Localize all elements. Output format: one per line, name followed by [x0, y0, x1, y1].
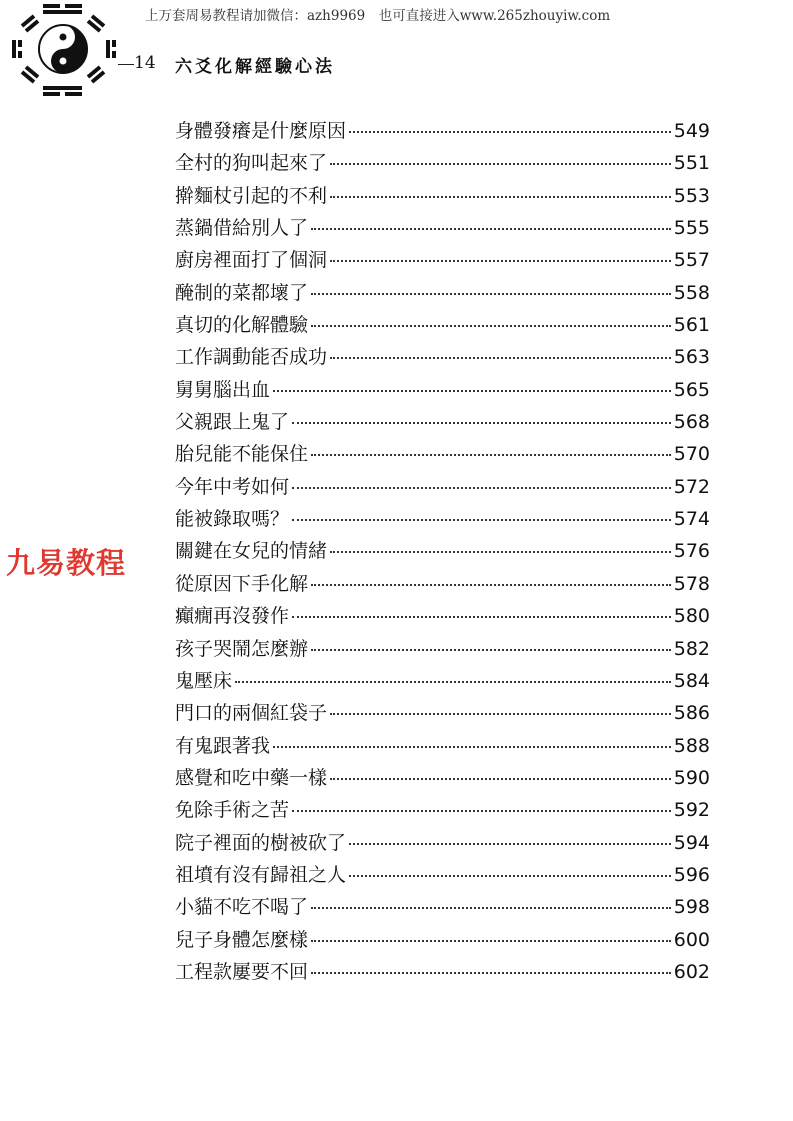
- toc-entry: [175, 957, 710, 989]
- toc-entry-page: 568: [673, 411, 710, 434]
- toc-entry: [175, 116, 710, 148]
- toc-entry-page: 598: [673, 896, 710, 919]
- toc-entry-page: 555: [673, 217, 710, 240]
- toc-entry: [175, 310, 710, 342]
- toc-entry-title: 擀麵杖引起的不利: [175, 184, 328, 207]
- toc-entry-title: 工程款屢要不回: [175, 960, 309, 983]
- toc-entry-title: 工作調動能否成功: [175, 346, 328, 369]
- toc-entry-title: 能被錄取嗎？: [175, 508, 290, 531]
- toc-entry-title: 院子裡面的樹被砍了: [175, 831, 347, 854]
- toc-leader-dots: [330, 712, 671, 715]
- toc-leader-dots: [311, 648, 671, 651]
- toc-entry: [175, 407, 710, 439]
- toc-entry-title: 全村的狗叫起來了: [175, 152, 328, 175]
- toc-entry: [175, 925, 710, 957]
- toc-leader-dots: [273, 745, 671, 748]
- toc-entry-page: 549: [673, 120, 710, 142]
- toc-entry: [175, 569, 710, 601]
- toc-leader-dots: [311, 906, 671, 909]
- book-title: 六爻化解經驗心法: [175, 57, 335, 77]
- toc-entry-title: 門口的兩個紅袋子: [175, 702, 328, 725]
- toc-entry-title: 祖墳有沒有歸祖之人: [175, 863, 347, 886]
- toc-leader-dots: [330, 162, 671, 165]
- toc-leader-dots: [330, 777, 671, 780]
- toc-entry-title: 蒸鍋借給別人了: [175, 217, 309, 240]
- toc-entry: [175, 472, 710, 504]
- toc-entry-title: 廚房裡面打了個洞: [175, 249, 328, 272]
- toc-entry-title: 免除手術之苦: [175, 799, 290, 822]
- toc-entry-page: 596: [673, 863, 710, 886]
- toc-entry: [175, 342, 710, 374]
- toc-entry-page: 557: [673, 249, 710, 272]
- toc-leader-dots: [311, 227, 671, 230]
- toc-leader-dots: [311, 292, 671, 295]
- toc-leader-dots: [292, 518, 671, 521]
- toc-entry-page: 565: [673, 378, 710, 401]
- yin-yang-icon: [39, 25, 87, 73]
- toc-entry-title: 鬼壓床: [175, 669, 233, 692]
- toc-leader-dots: [235, 680, 671, 683]
- bagua-logo: [8, 0, 134, 98]
- toc-leader-dots: [311, 324, 671, 327]
- toc-entry-page: 594: [673, 831, 710, 854]
- header-rule: [118, 64, 134, 65]
- toc-entry-title: 舅舅腦出血: [175, 378, 271, 401]
- toc-entry-title: 從原因下手化解: [175, 572, 309, 595]
- toc-entry-title: 父親跟上鬼了: [175, 411, 290, 434]
- toc-entry-page: 558: [673, 281, 710, 304]
- toc-entry-page: 574: [673, 508, 710, 531]
- toc-leader-dots: [349, 130, 671, 133]
- toc-entry-page: 588: [673, 734, 710, 757]
- toc-entry-page: 570: [673, 443, 710, 466]
- toc-entry-title: 孩子哭鬧怎麼辦: [175, 637, 309, 660]
- toc-entry: [175, 375, 710, 407]
- toc-leader-dots: [292, 809, 671, 812]
- toc-leader-dots: [311, 971, 671, 974]
- toc-leader-dots: [292, 615, 671, 618]
- toc-leader-dots: [349, 842, 671, 845]
- toc-entry-page: 600: [673, 928, 710, 951]
- toc-entry: [175, 536, 710, 568]
- toc-entry-page: 576: [673, 540, 710, 563]
- toc-entry: [175, 504, 710, 536]
- toc-leader-dots: [330, 550, 671, 553]
- toc-leader-dots: [330, 259, 671, 262]
- toc-entry: [175, 181, 710, 213]
- toc-entry-page: 582: [673, 637, 710, 660]
- toc-entry: [175, 278, 710, 310]
- toc-entry: [175, 731, 710, 763]
- toc-entry: [175, 795, 710, 827]
- toc-leader-dots: [330, 356, 671, 359]
- banner-text: 上万套周易教程请加微信：azh9969 也可直接进入www.265zhouyiw.com: [145, 8, 611, 24]
- toc-entry-page: 580: [673, 605, 710, 628]
- toc-entry-title: 癲癇再沒發作: [175, 605, 290, 628]
- watermark-text: 九易教程: [6, 546, 127, 580]
- toc-entry-page: 561: [673, 314, 710, 337]
- toc-entry: [175, 213, 710, 245]
- toc-entry: [175, 763, 710, 795]
- toc-entry: [175, 245, 710, 277]
- toc-entry-page: 553: [673, 184, 710, 207]
- toc-entry: [175, 601, 710, 633]
- toc-leader-dots: [292, 486, 671, 489]
- toc-entry-title: 醃制的菜都壞了: [175, 281, 309, 304]
- toc-entry-title: 關鍵在女兒的情緒: [175, 540, 328, 563]
- toc-leader-dots: [311, 939, 671, 942]
- toc-entry-page: 592: [673, 799, 710, 822]
- toc-entry: [175, 860, 710, 892]
- toc-entry: [175, 828, 710, 860]
- toc-leader-dots: [330, 195, 671, 198]
- toc-entry-page: 563: [673, 346, 710, 369]
- toc-entry: [175, 634, 710, 666]
- toc-entry-title: 有鬼跟著我: [175, 734, 271, 757]
- toc-leader-dots: [311, 453, 671, 456]
- toc-entry-title: 小貓不吃不喝了: [175, 896, 309, 919]
- toc-entry-title: 今年中考如何: [175, 475, 290, 498]
- toc-entry: [175, 892, 710, 924]
- toc-entry-title: 身體發癢是什麼原因: [175, 120, 347, 142]
- toc-leader-dots: [311, 583, 671, 586]
- toc-entry-title: 兒子身體怎麼樣: [175, 928, 309, 951]
- toc-entry-page: 551: [673, 152, 710, 175]
- toc-entry-page: 586: [673, 702, 710, 725]
- toc-leader-dots: [273, 389, 671, 392]
- toc-entry: [175, 439, 710, 471]
- toc-entry-page: 602: [673, 960, 710, 983]
- toc-entry: [175, 698, 710, 730]
- toc-entry-title: 感覺和吃中藥一樣: [175, 766, 328, 789]
- toc-leader-dots: [292, 421, 671, 424]
- toc-entry-title: 胎兒能不能保住: [175, 443, 309, 466]
- toc-entry-page: 584: [673, 669, 710, 692]
- toc-leader-dots: [349, 874, 671, 877]
- toc-entry: [175, 148, 710, 180]
- toc-entry-page: 578: [673, 572, 710, 595]
- toc-entry-title: 真切的化解體驗: [175, 314, 309, 337]
- table-of-contents: [175, 116, 710, 989]
- toc-entry-page: 590: [673, 766, 710, 789]
- toc-entry-page: 572: [673, 475, 710, 498]
- toc-entry: [175, 666, 710, 698]
- page-number: 14: [134, 53, 156, 73]
